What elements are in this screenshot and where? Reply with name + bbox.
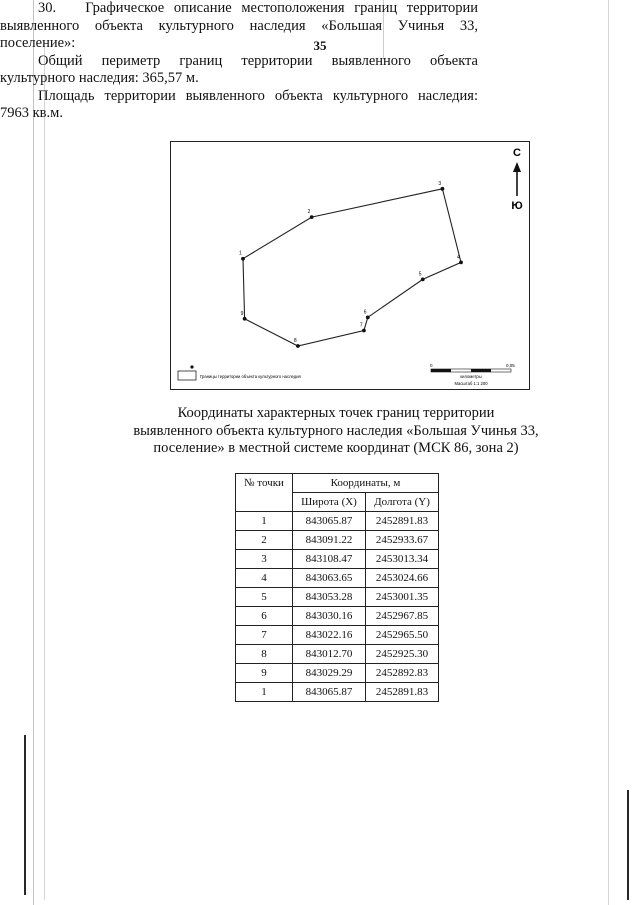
boundary-point-label: 5 <box>418 271 422 278</box>
heading-line-3: поселение»: <box>0 35 76 51</box>
coordinates-table <box>235 473 439 702</box>
header-coordinates: Координаты, м <box>293 474 439 493</box>
row-latitude: 843065.87 <box>293 683 366 702</box>
heading-line-1: Графическое описание местоположения границ территории <box>85 0 479 16</box>
scan-artifact-line <box>608 0 609 905</box>
scan-artifact-line <box>627 790 629 900</box>
scale-unit: километры <box>460 374 482 379</box>
boundary-point-marker <box>362 329 366 333</box>
table-row <box>236 607 439 626</box>
boundary-point-marker <box>310 215 314 219</box>
row-point-number: 5 <box>236 588 293 607</box>
boundary-point-label: 2 <box>307 209 311 216</box>
boundary-point-marker <box>296 344 300 348</box>
row-latitude: 843108.47 <box>293 550 366 569</box>
boundary-point-marker <box>421 278 425 282</box>
boundary-point-marker <box>366 315 370 319</box>
row-latitude: 843022.16 <box>293 626 366 645</box>
scan-artifact-line <box>24 735 26 895</box>
row-latitude: 843063.65 <box>293 569 366 588</box>
map-canvas <box>171 142 529 389</box>
boundary-point-label: 4 <box>457 254 460 261</box>
map-legend <box>178 365 301 380</box>
item-number: 30. <box>38 0 57 16</box>
table-row <box>236 550 439 569</box>
boundary-point-label: 6 <box>363 309 367 316</box>
row-point-number: 3 <box>236 550 293 569</box>
boundary-point-marker <box>241 257 245 261</box>
row-longitude: 2452925.30 <box>366 645 439 664</box>
row-longitude: 2452933.67 <box>366 531 439 550</box>
row-latitude: 843053.28 <box>293 588 366 607</box>
row-longitude: 2453013.34 <box>366 550 439 569</box>
row-latitude: 843030.16 <box>293 607 366 626</box>
row-point-number: 2 <box>236 531 293 550</box>
scale-bar <box>430 363 515 386</box>
row-longitude: 2453001.35 <box>366 588 439 607</box>
page-number: 35 <box>313 38 327 53</box>
table-row <box>236 645 439 664</box>
header-latitude: Широта (X) <box>293 493 366 512</box>
coordinates-title: Координаты характерных точек границ территории выявленного объекта культурного наследия «Большая Учинья 33, поселение» в местной системе координат (МСК 86, зона 2) <box>133 405 539 456</box>
boundary-point-label: 9 <box>240 310 244 317</box>
table-row <box>236 683 439 702</box>
table-row <box>236 588 439 607</box>
heading-line-2: выявленного объекта культурного наследия «Большая Учинья 33, <box>0 17 478 34</box>
scale-ratio: Масштаб 1:1 200 <box>454 381 488 386</box>
row-point-number: 6 <box>236 607 293 626</box>
row-latitude: 843029.29 <box>293 664 366 683</box>
boundary-map <box>170 141 530 390</box>
boundary-point-marker <box>441 187 445 191</box>
boundary-polygon <box>240 189 461 346</box>
row-point-number: 8 <box>236 645 293 664</box>
perimeter-paragraph: Общий периметр границ территории выявленного объекта культурного наследия: 365,57 м. <box>0 52 478 86</box>
row-longitude: 2452892.83 <box>366 664 439 683</box>
table-row <box>236 626 439 645</box>
legend-text: Границы территории объекта культурного наследия <box>200 374 301 379</box>
boundary-point-label: 8 <box>293 338 297 344</box>
boundary-point-marker <box>459 260 463 264</box>
boundary-point-marker <box>243 317 247 321</box>
north-label: С <box>513 147 521 159</box>
table-row <box>236 512 439 531</box>
area-paragraph: Площадь территории выявленного объекта культурного наследия: 7963 кв.м. <box>0 87 478 121</box>
north-arrow-icon <box>511 147 522 212</box>
boundary-point-label: 3 <box>438 180 442 187</box>
row-point-number: 9 <box>236 664 293 683</box>
row-point-number: 1 <box>236 512 293 531</box>
boundary-point-label: 1 <box>239 250 242 257</box>
scan-artifact-line <box>44 40 45 900</box>
row-longitude: 2452965.50 <box>366 626 439 645</box>
legend-swatch <box>178 371 196 380</box>
table-row <box>236 569 439 588</box>
table-row <box>236 531 439 550</box>
row-latitude: 843091.22 <box>293 531 366 550</box>
row-longitude: 2452967.85 <box>366 607 439 626</box>
row-longitude: 2453024.66 <box>366 569 439 588</box>
row-latitude: 843012.70 <box>293 645 366 664</box>
row-point-number: 1 <box>236 683 293 702</box>
row-point-number: 4 <box>236 569 293 588</box>
header-longitude: Долгота (Y) <box>366 493 439 512</box>
row-latitude: 843065.87 <box>293 512 366 531</box>
svg-text:0,05: 0,05 <box>506 363 515 368</box>
header-point-number: № точки <box>236 474 293 512</box>
svg-text:0: 0 <box>430 363 433 368</box>
row-longitude: 2452891.83 <box>366 683 439 702</box>
row-longitude: 2452891.83 <box>366 512 439 531</box>
boundary-point-label: 7 <box>359 322 363 329</box>
row-point-number: 7 <box>236 626 293 645</box>
south-label: Ю <box>511 200 523 212</box>
boundary-points <box>239 181 463 348</box>
scan-artifact-line <box>33 0 34 905</box>
table-row <box>236 664 439 683</box>
